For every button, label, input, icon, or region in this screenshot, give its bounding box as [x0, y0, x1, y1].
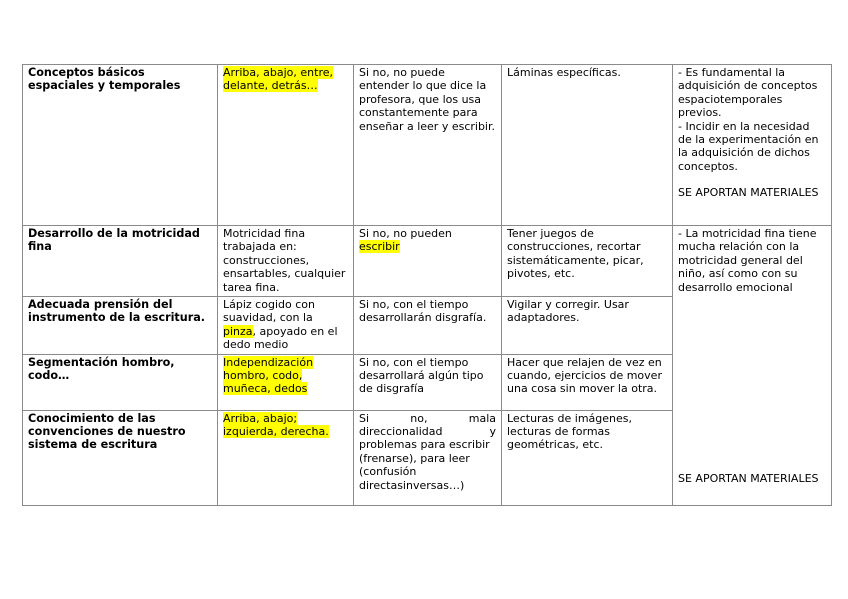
terms-cell: [218, 65, 354, 226]
issue-cell: [354, 354, 502, 410]
highlighted-terms: Arriba, abajo, entre, delante, detrás…: [223, 66, 333, 93]
terms-cell: [218, 226, 354, 297]
note-text: - La motricidad fina tiene mucha relación con la motricidad general del niño, así como con su desarrollo emocional: [678, 227, 817, 294]
resources-text: Láminas específicas.: [507, 66, 621, 79]
notes-cell-2: [673, 226, 832, 506]
issue-text: Si no, mala direccionalidad y problemas para escribir: [359, 411, 496, 452]
note-spacer: [678, 173, 826, 186]
resources-text: Hacer que relajen de vez en cuando, ejercicios de mover una cosa sin mover la otra.: [507, 355, 662, 396]
issue-text: Si no, no pueden: [359, 227, 452, 240]
resources-cell: [502, 297, 673, 355]
issue-text: Si no, no puede entender lo que dice la profesora, que los usa constantemente para enseñar a leer y escribir.: [359, 66, 495, 133]
concept-text: Conceptos básicos espaciales y temporales: [28, 66, 181, 93]
resources-cell: [502, 226, 673, 297]
highlighted-word: escribir: [359, 240, 400, 254]
terms-cell: [218, 354, 354, 410]
terms-text: Lápiz cogido con suavidad, con la: [223, 298, 315, 325]
resources-cell: [502, 354, 673, 410]
resources-text: Lecturas de imágenes, lecturas de formas geométricas, etc.: [507, 411, 633, 452]
highlighted-terms: Arriba, abajo; izquierda, derecha.: [223, 411, 329, 439]
issue-text: (frenarse), para leer (confusión directasinversas…): [359, 451, 470, 492]
issue-cell: [354, 297, 502, 355]
notes-cell-1: [673, 65, 832, 226]
concept-text: Segmentación hombro, codo…: [28, 355, 175, 383]
concept-cell: [23, 410, 218, 505]
issue-cell: [354, 410, 502, 505]
highlighted-terms: Independización hombro, codo, muñeca, dedos: [223, 355, 314, 396]
concept-text: Conocimiento de las convenciones de nuestro sistema de escritura: [28, 411, 186, 452]
materials-note: SE APORTAN MATERIALES: [678, 186, 819, 200]
note-spacer: [678, 294, 826, 472]
concept-cell: [23, 354, 218, 410]
note-item: - Es fundamental la adquisición de conceptos espaciotemporales previos.: [678, 66, 818, 120]
content-table: [22, 64, 832, 506]
issue-cell: [354, 65, 502, 226]
materials-note: SE APORTAN MATERIALES: [678, 472, 819, 486]
resources-text: Vigilar y corregir. Usar adaptadores.: [507, 298, 629, 325]
note-item: - Incidir en la necesidad de la experimentación en la adquisición de dichos conceptos.: [678, 119, 819, 173]
issue-cell: [354, 226, 502, 297]
resources-cell: [502, 410, 673, 505]
issue-text: Si no, con el tiempo desarrollará algún tipo de disgrafía: [359, 355, 484, 396]
concept-cell: [23, 297, 218, 355]
terms-cell: [218, 297, 354, 355]
table-row: [23, 226, 832, 297]
terms-text: Motricidad fina trabajada en: construcciones, ensartables, cualquier tarea fina.: [223, 227, 346, 294]
concept-text: Adecuada prensión del instrumento de la escritura.: [28, 298, 206, 325]
issue-text: Si no, con el tiempo desarrollarán disgrafía.: [359, 298, 487, 325]
terms-cell: [218, 410, 354, 505]
highlighted-word: pinza: [223, 324, 253, 338]
table-row: [23, 65, 832, 226]
terms-text: , apoyado en el dedo medio: [223, 324, 338, 352]
resources-cell: [502, 65, 673, 226]
concept-cell: [23, 65, 218, 226]
concept-cell: [23, 226, 218, 297]
resources-text: Tener juegos de construcciones, recortar sistemáticamente, picar, pivotes, etc.: [507, 227, 644, 281]
concept-text: Desarrollo de la motricidad fina: [28, 227, 200, 254]
